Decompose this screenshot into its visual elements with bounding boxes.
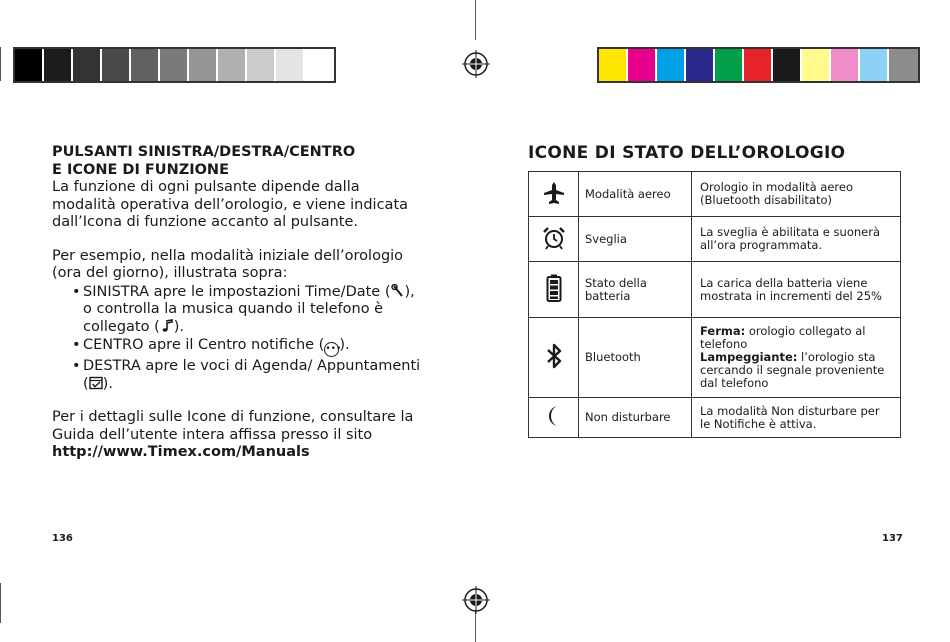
page-number-left: 136 xyxy=(52,533,73,544)
icon-description xyxy=(692,318,901,398)
color-swatch xyxy=(628,49,657,81)
color-swatch xyxy=(831,49,860,81)
color-swatch xyxy=(773,49,802,81)
bluetooth-icon xyxy=(545,342,563,370)
state-label-flashing: Lampeggiante: xyxy=(700,350,798,364)
color-swatch xyxy=(860,49,889,81)
example-paragraph: Per esempio, nella modalità iniziale dell’orologio (ora del giorno), illustrata sopra: xyxy=(52,247,404,281)
details-paragraph xyxy=(52,409,422,462)
icon-cell xyxy=(529,217,579,262)
battery-icon xyxy=(546,274,562,302)
bullet-text: ). xyxy=(339,337,350,353)
color-swatch xyxy=(715,49,744,81)
table-row xyxy=(529,217,901,262)
list-item-right-button xyxy=(72,358,422,393)
state-label-steady: Ferma: xyxy=(700,324,746,338)
color-swatch xyxy=(657,49,686,81)
bullet-text: ). xyxy=(173,318,185,335)
color-swatch xyxy=(160,49,189,81)
heading-line-2: E ICONE DI FUNZIONE xyxy=(52,161,229,178)
icon-cell xyxy=(529,172,579,217)
color-swatch xyxy=(218,49,247,81)
bullet-text: CENTRO apre il Centro notifiche ( xyxy=(83,337,325,353)
moon-icon xyxy=(544,404,564,428)
color-swatch xyxy=(44,49,73,81)
intro-paragraph: La funzione di ogni pulsante dipende dalla modalità operativa dell’orologio, e viene indicata dall’Icona di funzione accanto al pulsante. xyxy=(52,179,409,230)
section-heading xyxy=(52,144,422,179)
state-text-flashing: l’orologio sta cercando il segnale proveniente dal telefono xyxy=(700,350,885,390)
alarm-clock-icon xyxy=(542,226,566,250)
bullet-text: SINISTRA apre le impostazioni Time/Date ( xyxy=(83,283,391,300)
page-number-right: 137 xyxy=(882,533,903,544)
icon-name: Bluetooth xyxy=(579,318,692,398)
details-text: Per i dettagli sulle Icone di funzione, consultare la Guida dell’utente intera affissa presso il sito xyxy=(52,409,414,443)
list-item-left-button xyxy=(72,284,422,337)
icon-description: La carica della batteria viene mostrata in incrementi del 25% xyxy=(692,262,901,318)
status-icons-table xyxy=(528,171,901,438)
music-note-icon xyxy=(160,319,174,333)
color-swatch xyxy=(599,49,628,81)
crop-mark xyxy=(0,47,1,81)
color-swatch xyxy=(102,49,131,81)
grayscale-calibration-bar xyxy=(13,47,336,83)
icon-name: Modalità aereo xyxy=(579,172,692,217)
manuals-url: http://www.Timex.com/Manuals xyxy=(52,444,310,460)
table-row xyxy=(529,172,901,217)
color-swatch xyxy=(189,49,218,81)
icon-name: Sveglia xyxy=(579,217,692,262)
table-row xyxy=(529,398,901,438)
color-swatch xyxy=(802,49,831,81)
icon-name: Non disturbare xyxy=(579,398,692,438)
color-swatch xyxy=(276,49,305,81)
left-page-content xyxy=(52,144,422,462)
color-swatch xyxy=(247,49,276,81)
airplane-icon xyxy=(543,181,565,205)
icon-cell xyxy=(529,398,579,438)
icon-name: Stato della batteria xyxy=(579,262,692,318)
color-swatch xyxy=(686,49,715,81)
table-row xyxy=(529,318,901,398)
color-swatch xyxy=(889,49,918,81)
color-calibration-bar xyxy=(597,47,920,83)
color-swatch xyxy=(15,49,44,81)
heading-line-1: PULSANTI SINISTRA/DESTRA/CENTRO xyxy=(52,144,356,160)
crop-mark xyxy=(0,583,1,623)
icon-description: La sveglia è abilitata e suonerà all’ora programmata. xyxy=(692,217,901,262)
crop-mark xyxy=(475,0,476,40)
crop-mark xyxy=(475,610,476,642)
status-icons-title: ICONE DI STATO DELL’OROLOGIO xyxy=(528,143,846,163)
registration-mark-bottom xyxy=(462,586,490,614)
list-item-center-button xyxy=(72,337,422,357)
icon-cell xyxy=(529,262,579,318)
wrench-icon xyxy=(391,284,405,298)
icon-description: Orologio in modalità aereo (Bluetooth disabilitato) xyxy=(692,172,901,217)
color-swatch xyxy=(73,49,102,81)
state-text-steady: orologio collegato al telefono xyxy=(700,324,866,351)
registration-mark-top xyxy=(462,50,490,78)
button-list xyxy=(52,284,422,394)
bullet-text: ). xyxy=(102,375,113,392)
color-swatch xyxy=(305,49,334,81)
color-swatch xyxy=(131,49,160,81)
notification-center-icon: ••• xyxy=(324,342,339,357)
bullet-text: DESTRA apre le voci di Agenda/ Appuntamenti ( xyxy=(83,358,421,392)
bullet-text: ), o controlla la musica quando il telefono è collegato ( xyxy=(83,283,415,335)
icon-cell xyxy=(529,318,579,398)
color-swatch xyxy=(744,49,773,81)
icon-description: La modalità Non disturbare per le Notifiche è attiva. xyxy=(692,398,901,438)
agenda-icon xyxy=(89,376,103,390)
table-row xyxy=(529,262,901,318)
